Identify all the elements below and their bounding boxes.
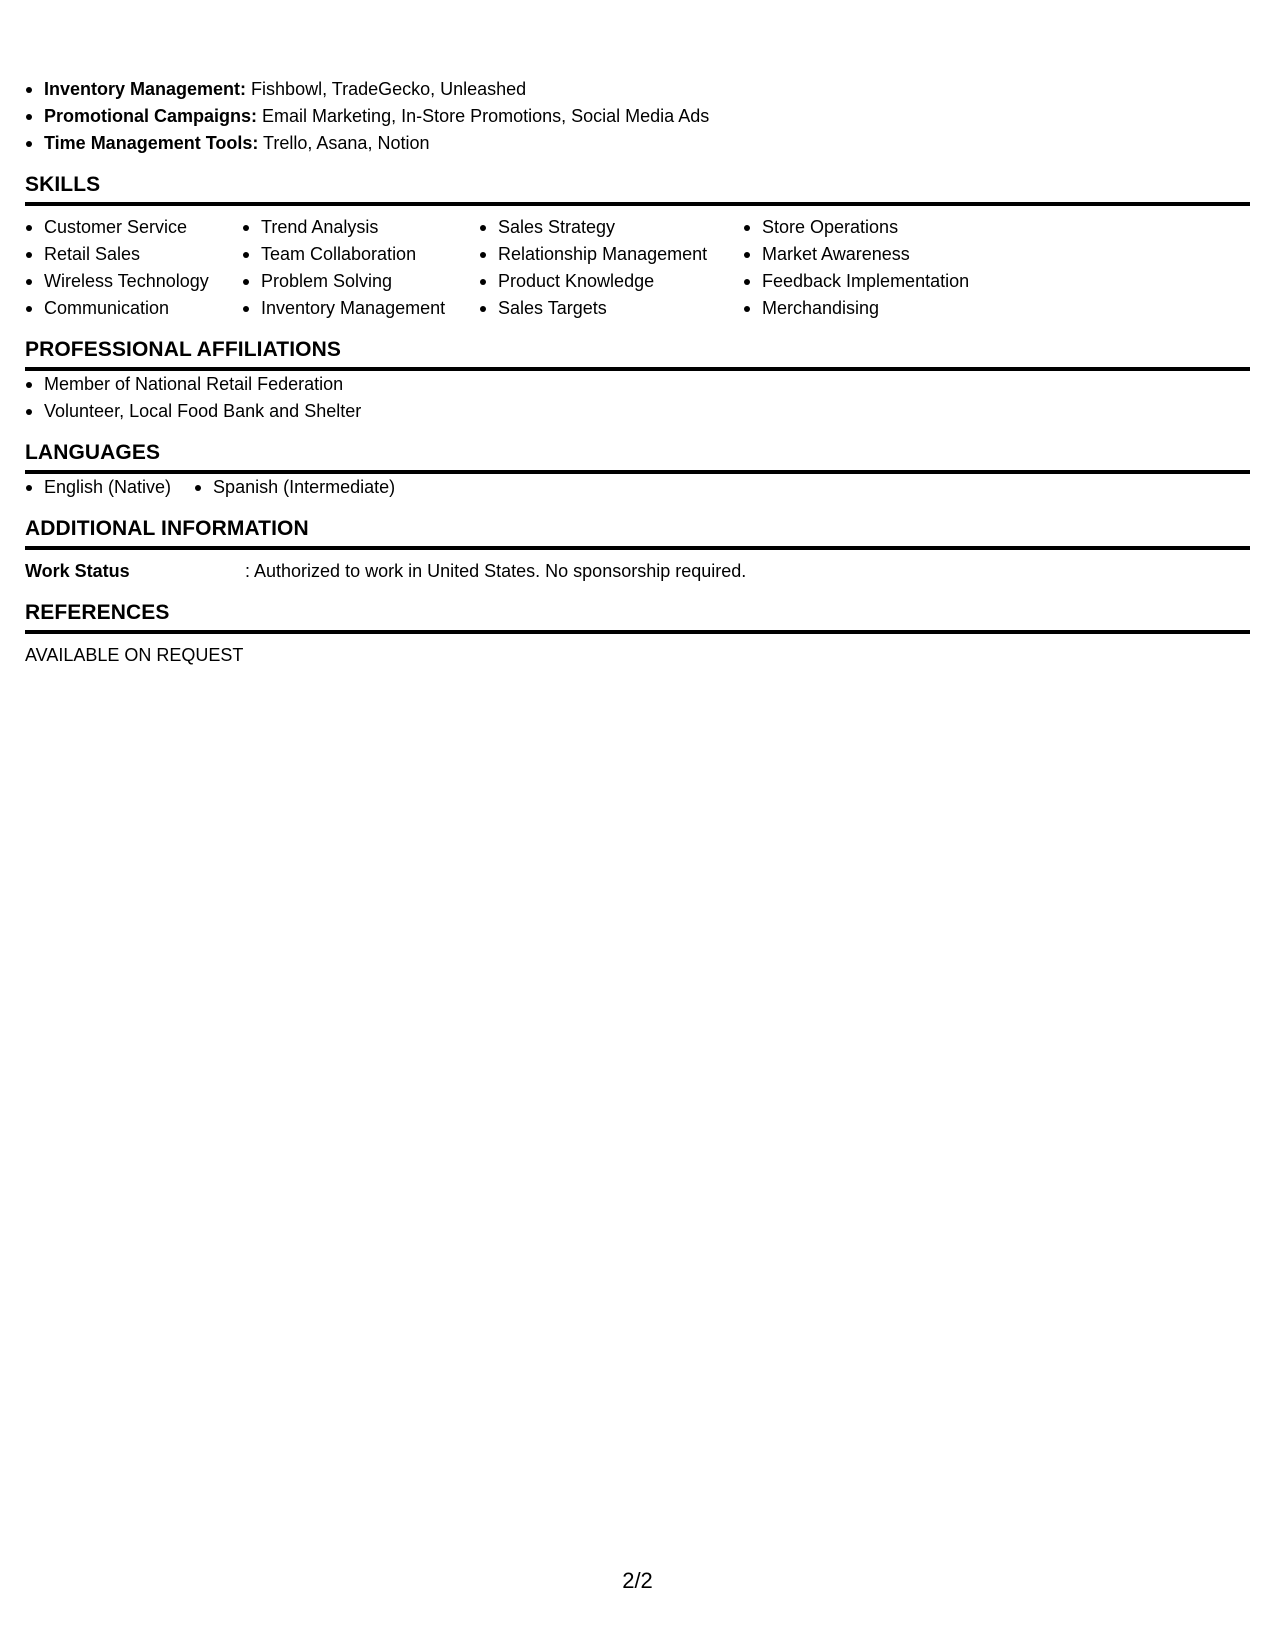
skill-item: Market Awareness — [743, 241, 1003, 268]
tool-item-promotional — [25, 103, 1250, 130]
skill-item: Customer Service — [25, 214, 242, 241]
additional-info-section — [25, 516, 1250, 585]
tool-label: Time Management Tools: — [44, 133, 259, 153]
skill-item: Team Collaboration — [242, 241, 479, 268]
skill-item: Trend Analysis — [242, 214, 479, 241]
skill-item: Communication — [25, 295, 242, 322]
affiliation-item: Volunteer, Local Food Bank and Shelter — [25, 398, 1250, 425]
skill-item: Sales Targets — [479, 295, 743, 322]
languages-list — [25, 474, 1250, 501]
references-heading: REFERENCES — [25, 600, 1250, 634]
languages-heading: LANGUAGES — [25, 440, 1250, 474]
tool-item-inventory — [25, 76, 1250, 103]
language-item: Spanish (Intermediate) — [194, 474, 395, 501]
tool-item-time-management — [25, 130, 1250, 157]
affiliations-heading: PROFESSIONAL AFFILIATIONS — [25, 337, 1250, 371]
skill-item: Product Knowledge — [479, 268, 743, 295]
skill-item: Problem Solving — [242, 268, 479, 295]
skill-item: Inventory Management — [242, 295, 479, 322]
additional-info-heading: ADDITIONAL INFORMATION — [25, 516, 1250, 550]
tool-label: Inventory Management: — [44, 79, 247, 99]
work-status-row — [25, 558, 1250, 585]
work-status-separator: : — [245, 561, 251, 581]
language-item: English (Native) — [25, 474, 171, 501]
skill-item: Relationship Management — [479, 241, 743, 268]
references-section — [25, 600, 1250, 669]
skills-grid — [25, 214, 1250, 322]
affiliations-list — [25, 371, 1250, 425]
skills-column — [479, 214, 743, 322]
skill-item: Store Operations — [743, 214, 1003, 241]
skills-column — [25, 214, 242, 322]
languages-section — [25, 440, 1250, 501]
skills-column — [242, 214, 479, 322]
skill-item: Sales Strategy — [479, 214, 743, 241]
skill-item: Retail Sales — [25, 241, 242, 268]
work-status-label: Work Status — [25, 561, 130, 581]
tool-label: Promotional Campaigns: — [44, 106, 258, 126]
skills-section — [25, 172, 1250, 322]
skill-item: Wireless Technology — [25, 268, 242, 295]
resume-page-2 — [25, 76, 1250, 669]
affiliations-section — [25, 337, 1250, 425]
skill-item: Merchandising — [743, 295, 1003, 322]
work-status-value: Authorized to work in United States. No sponsorship required. — [254, 561, 747, 581]
references-text: AVAILABLE ON REQUEST — [25, 645, 244, 665]
skill-item: Feedback Implementation — [743, 268, 1003, 295]
page-number: 2/2 — [622, 1568, 653, 1593]
skills-heading: SKILLS — [25, 172, 1250, 206]
tool-value: Trello, Asana, Notion — [258, 133, 430, 153]
skills-column — [743, 214, 1003, 322]
affiliation-item: Member of National Retail Federation — [25, 371, 1250, 398]
tools-list — [25, 76, 1250, 157]
tool-value: Fishbowl, TradeGecko, Unleashed — [246, 79, 527, 99]
tool-value: Email Marketing, In-Store Promotions, Social Media Ads — [257, 106, 710, 126]
